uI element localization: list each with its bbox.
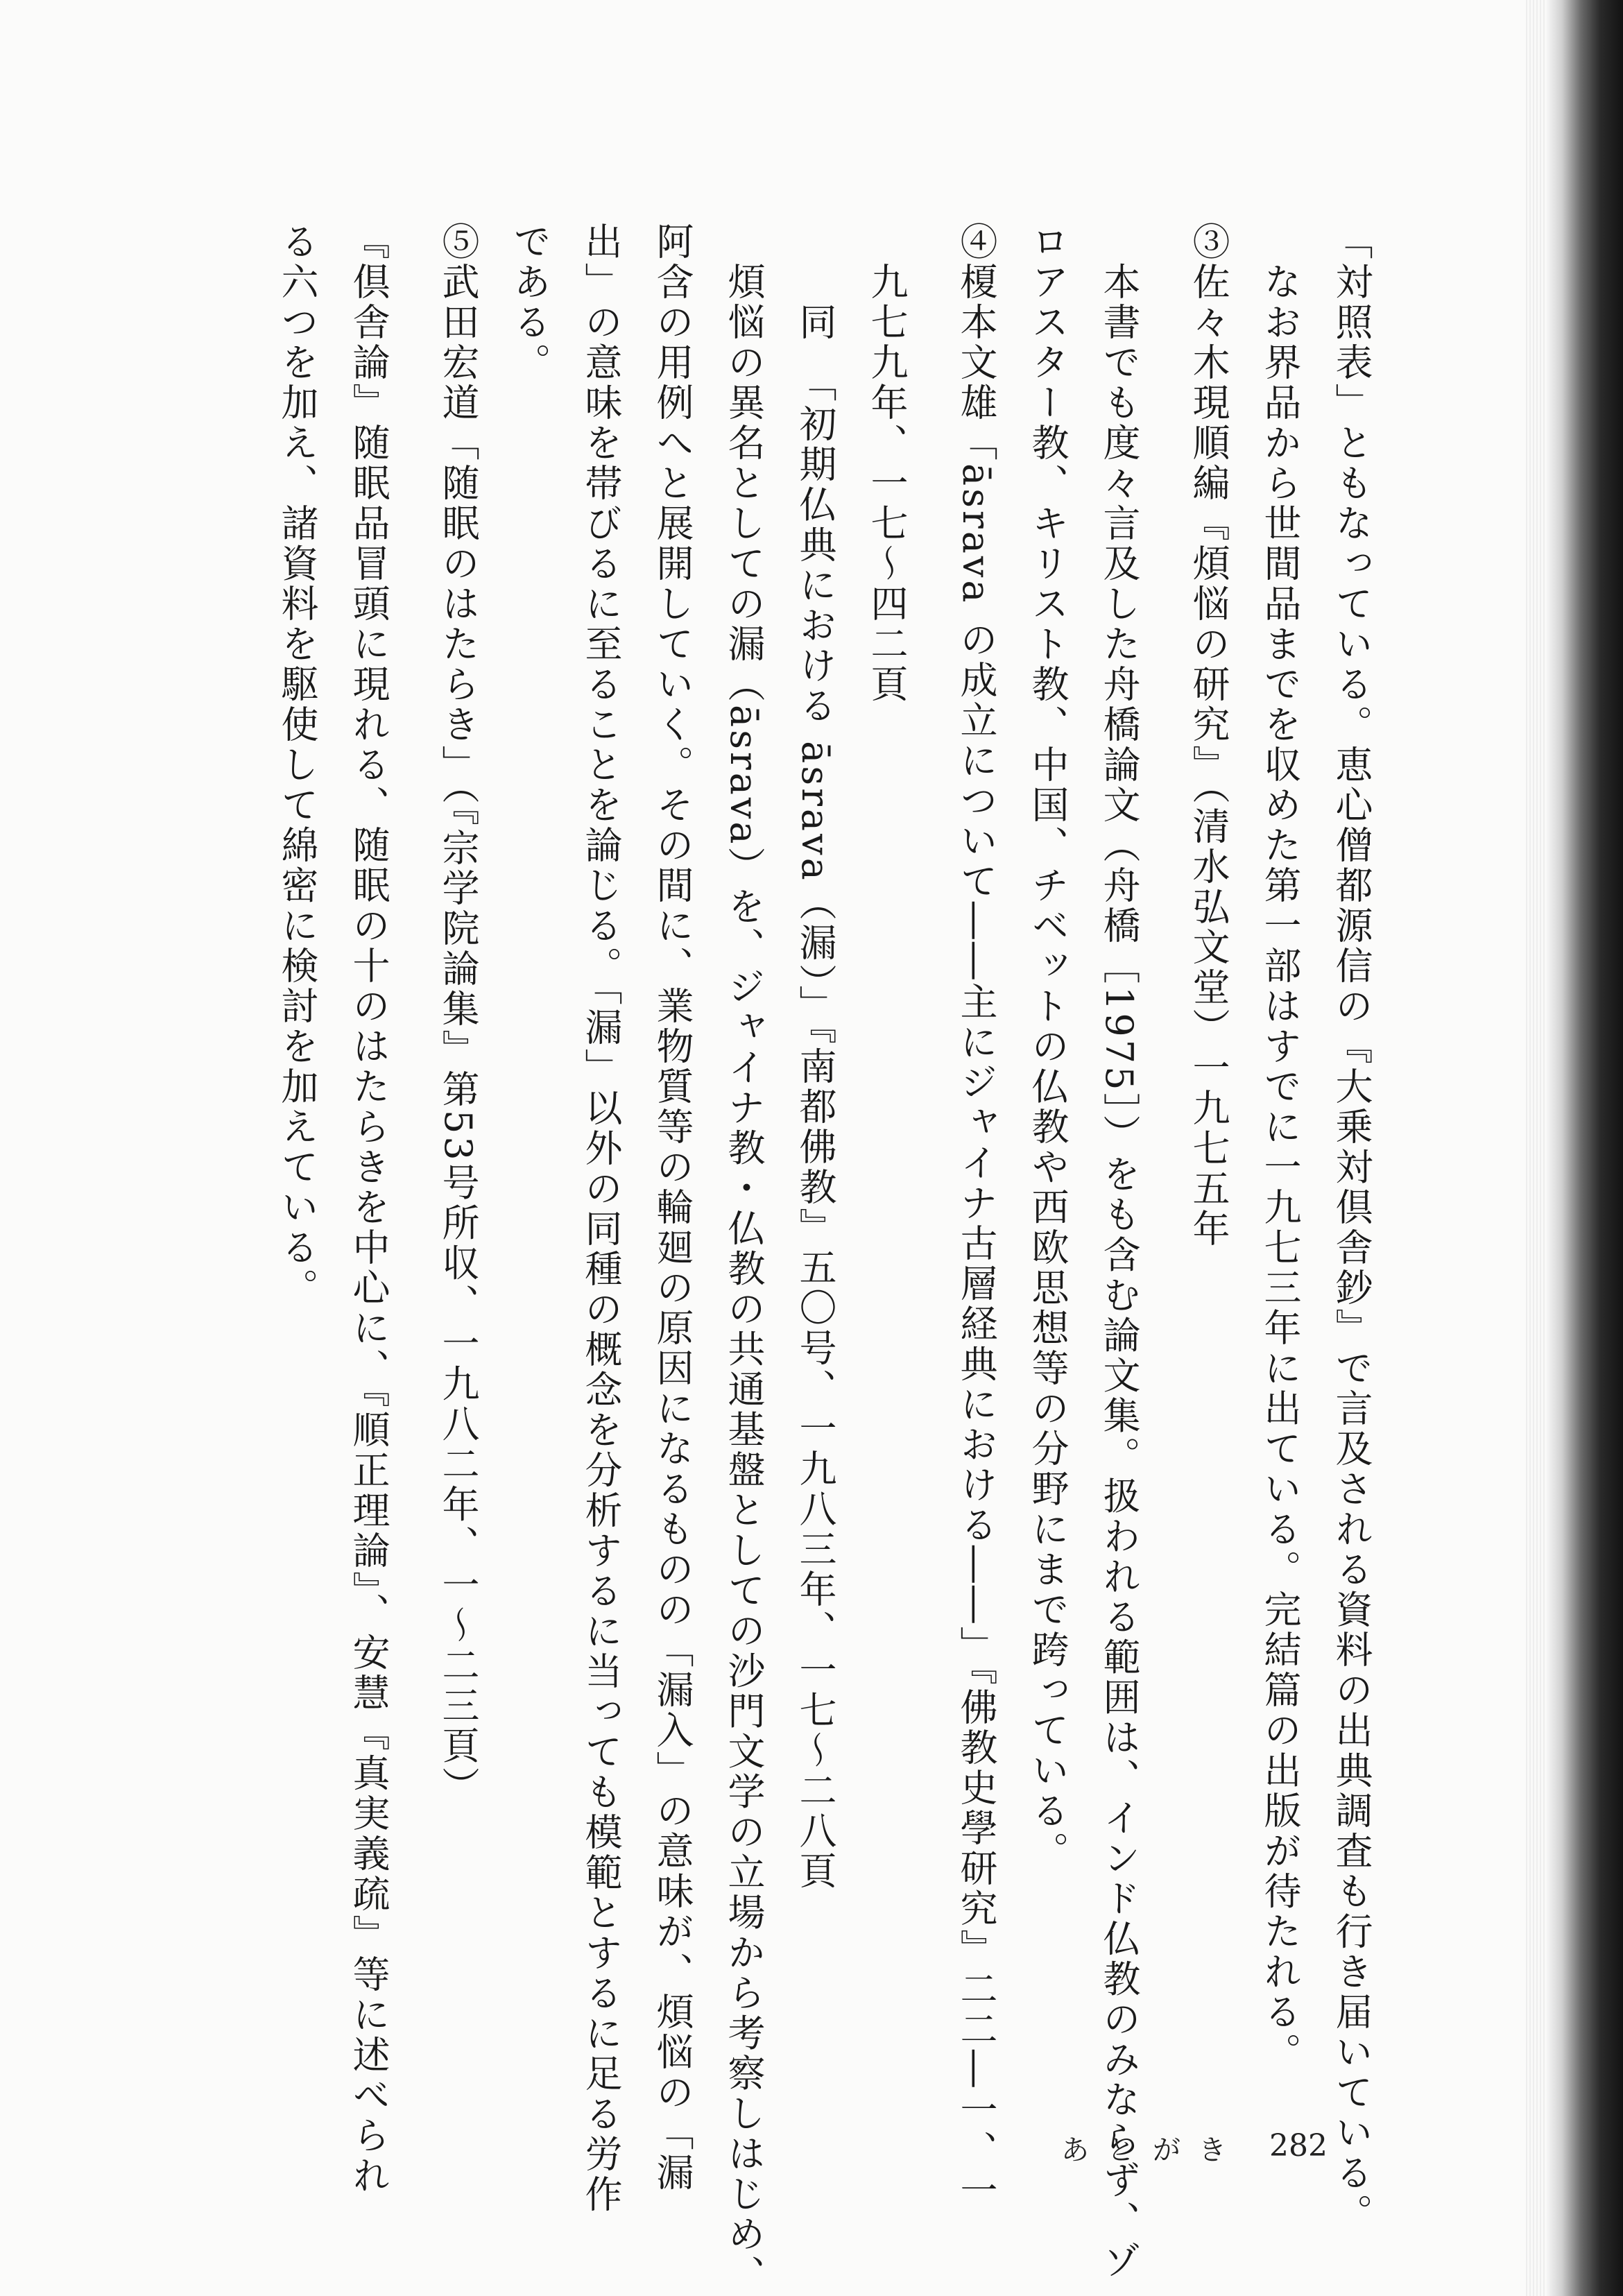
page-number: 282: [1269, 2128, 1328, 2164]
text-column-12: である。: [508, 222, 551, 383]
book-spine-shadow: [1547, 0, 1623, 2296]
text-column-1: 「対照表」ともなっている。恵心僧都源信の『大乗対倶舎鈔』で言及される資料の出典調査も行き届いている。: [1330, 222, 1373, 2234]
page-footer: [1061, 2128, 1352, 2177]
text-column-2: なお界品から世間品までを収めた第一部はすでに一九七三年に出ている。完結篇の出版が待たれる。: [1258, 262, 1302, 2073]
running-footer-section: あとがき: [1061, 2134, 1244, 2166]
text-column-15: る六つを加え、諸資料を駆使して綿密に検討を加えている。: [275, 222, 319, 1308]
text-column-7: 九七九年、一七～四二頁: [865, 262, 909, 705]
reference-3-title: ③佐々木現順編『煩悩の研究』（清水弘文堂）一九七五年: [1187, 222, 1230, 1249]
text-column-11: 出」の意味を帯びるに至ることを論じる。「漏」以外の同種の概念を分析するに当っても模範とするに足る労作: [579, 222, 623, 2215]
text-column-9: 煩悩の異名としての漏（āsrava）を、ジャイナ教・仏教の共通基盤としての沙門文学の立場から考察しはじめ、: [722, 262, 766, 2295]
text-column-10: 阿含の用例へと展開していく。その間に、業物質等の輪廻の原因になるものの「漏入」の意味が、煩悩の「漏: [651, 222, 694, 2193]
text-column-5: ロアスター教、キリスト教、中国、チベットの仏教や西欧思想等の分野にまで跨っている。: [1026, 222, 1070, 1871]
page-edge-lines: [1526, 0, 1547, 2296]
reference-5-title: ⑤武田宏道「随眠のはたらき」（『宗学院論集』第53号所収、一九八二年、一～二三頁）: [436, 222, 480, 1807]
text-column-4: 本書でも度々言及した舟橋論文（舟橋［1975］）をも含む論文集。扱われる範囲は、インド仏教のみならず、ゾ: [1097, 262, 1141, 2281]
reference-4-title: ④榎本文雄「āsrava の成立について――主にジャイナ古層経典における――」『佛教史學研究』二二―一、一: [954, 222, 998, 2211]
reference-4-second: 同 「初期仏典における āsrava（漏）」『南都佛教』五〇号、一九八三年、一七～二八頁: [793, 302, 837, 1892]
text-column-14: 『倶舎論』随眠品冒頭に現れる、随眠の十のはたらきを中心に、『順正理論』、安慧『真実義疏』等に述べられ: [347, 222, 390, 2196]
